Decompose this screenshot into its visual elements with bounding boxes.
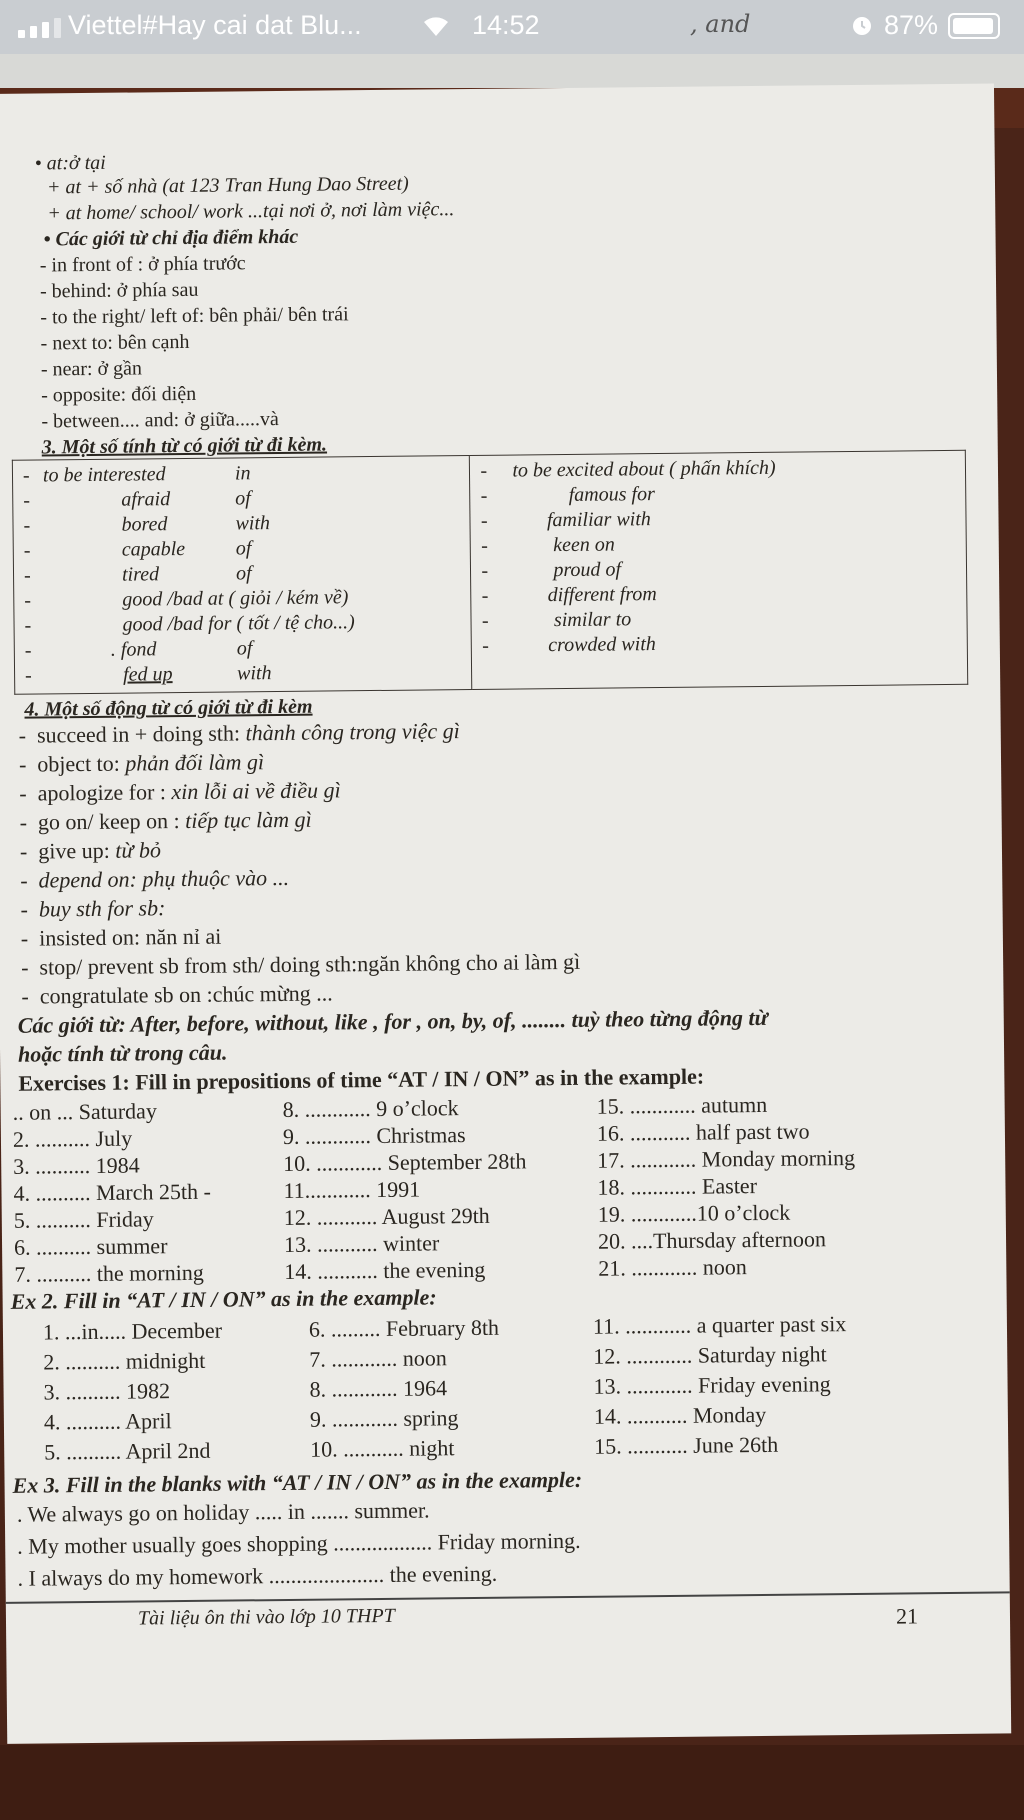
exercise-item: 20. ....Thursday afternoon [597,1226,827,1254]
list-item: - give up: từ bỏ [19,837,162,864]
handwriting-mark: , and [690,10,751,38]
list-item: - near: ở gần [40,357,143,381]
list-item: - succeed in + doing sth: thành công trong việc gì [18,718,460,748]
exercise-item: 14. ........... the evening [284,1256,486,1284]
list-item: - next to: bên cạnh [40,330,190,355]
footer-text: Tài liệu ôn thi vào lớp 10 THPT [137,1604,395,1630]
exercise-item: 21. ............ noon [598,1254,747,1281]
exercise-item: 10. ............ September 28th [283,1148,527,1176]
adjective-column-right [470,450,968,689]
battery-percent: 87% [884,10,939,40]
section-4-heading: 4. Một số động từ có giới từ đi kèm [24,695,313,721]
exercise-item: 13. ........... winter [283,1230,440,1257]
table-row: - afraid of [23,487,251,512]
exercise-item: 1. ...in..... December [42,1317,223,1345]
status-bar [0,0,1024,54]
at-bullet: • at:ở tại [34,151,106,175]
exercise-item: 14. ........... Monday [593,1401,767,1429]
exercise-item: 7. ............ noon [309,1345,447,1372]
exercise-item: 5. .......... April 2nd [44,1437,211,1465]
exercise-item: 17. ............ Monday morning [597,1145,856,1173]
table-row: - different from [481,583,657,607]
exercise-item: 13. ............ Friday evening [593,1371,831,1399]
table-row: - familiar with [480,508,651,532]
table-row: - keen on [481,533,615,557]
exercise-item: 12. ........... August 29th [283,1202,490,1230]
adjective-table [12,450,968,695]
preposition-note: hoặc tính từ trong câu. [17,1039,228,1067]
exercise-item: 7. .......... the morning [14,1259,204,1287]
section-3-heading: 3. Một số tính từ có giới từ đi kèm. [41,433,328,459]
exercise-2-title: Ex 2. Fill in “AT / IN / ON” as in the example: [10,1284,437,1314]
list-item: - congratulate sb on :chúc mừng ... [21,980,333,1009]
at-line: + at + số nhà (at 123 Tran Hung Dao Street) [46,172,409,199]
exercise-item: .. on ... Saturday [12,1098,157,1125]
exercise-item: 12. ............ Saturday night [593,1341,827,1369]
table-row: - tired of [23,562,252,587]
page-number: 21 [895,1603,919,1629]
table-row: - proud of [481,558,622,582]
table-row: - good /bad at ( giỏi / kém về) [24,586,349,612]
exercise-item: 11. ............ a quarter past six [592,1311,847,1339]
exercise-sentence: . My mother usually goes shopping .................. Friday morning. [17,1527,581,1559]
exercise-item: 3. .......... 1984 [13,1152,140,1179]
exercise-item: 6. .......... summer [13,1233,168,1260]
exercise-item: 5. .......... Friday [13,1206,154,1233]
table-row: - similar to [481,608,632,632]
list-item: - to the right/ left of: bên phải/ bên trái [40,303,349,329]
battery-icon [948,13,1000,39]
exercise-item: 19. ............10 o’clock [597,1199,791,1227]
adjective-column-left [12,455,472,694]
signal-icon [18,18,61,38]
list-item: - stop/ prevent sb from sth/ doing sth:ngăn không cho ai làm gì [21,948,581,980]
exercise-item: 8. ............ 9 o’clock [282,1095,459,1122]
exercise-item: 3. .......... 1982 [43,1378,171,1405]
exercise-item: 10. ........... night [310,1435,455,1462]
exercise-item: 15. ........... June 26th [594,1431,779,1459]
status-time: 14:52 [472,10,540,40]
table-row: - fed up with [24,662,272,687]
list-item: - go on/ keep on : tiếp tục làm gì [19,806,312,835]
exercise-item: 9. ............ Christmas [282,1122,466,1149]
table-row: - to be excited about ( phấn khích) [480,456,776,482]
worksheet-page [0,83,1011,1743]
table-row: - famous for [480,483,655,507]
table-row: - . fond of [24,637,253,662]
exercise-item: 9. ............ spring [309,1405,459,1432]
exercise-item: 6. ......... February 8th [308,1314,500,1342]
exercise-item: 15. ............ autumn [596,1091,768,1119]
carrier-name: Viettel#Hay cai dat Blu... [68,10,362,40]
table-row: - good /bad for ( tốt / tệ cho...) [24,611,355,637]
exercise-item: 4. .......... March 25th - [13,1178,211,1206]
list-item: - behind: ở phía sau [39,278,199,303]
exercise-item: 4. .......... April [43,1408,172,1435]
exercise-3-title: Ex 3. Fill in the blanks with “AT / IN / ON” as in the example: [12,1466,583,1498]
list-item: - apologize for : xin lỗi ai về điều gì [19,777,341,806]
exercise-item: 2. .......... July [12,1125,133,1152]
exercise-item: 2. .......... midnight [43,1347,206,1375]
footer-divider [6,1591,1010,1603]
list-item: - insisted on: năn nỉ ai [20,923,222,951]
table-row: - to be interested in [22,462,251,487]
wifi-icon [421,12,451,38]
list-item: - buy sth for sb: [20,895,166,922]
list-item: - between.... and: ở giữa.....và [41,407,279,433]
list-item: - in front of : ở phía trước [39,252,246,277]
exercise-sentence: . I always do my homework ..................... the evening. [17,1560,498,1591]
other-prepositions-heading: • Các giới từ chỉ địa điểm khác [43,225,299,251]
table-row: - capable of [23,537,252,562]
exercise-1-title: Exercises 1: Fill in prepositions of time “AT / IN / ON” as in the example: [18,1063,705,1096]
exercise-item: 16. ........... half past two [596,1118,810,1146]
list-item: - opposite: đối diện [41,382,197,407]
exercise-item: 8. ............ 1964 [309,1375,448,1402]
exercise-item: 11............ 1991 [283,1176,421,1203]
table-row: - crowded with [482,633,656,657]
at-line: + at home/ school/ work ...tại nơi ở, nơi làm việc... [47,198,455,225]
alarm-icon [850,14,874,38]
exercise-item: 18. ............ Easter [597,1173,758,1200]
wooden-surface [0,1745,1024,1820]
list-item: - depend on: phụ thuộc vào ... [20,864,290,893]
list-item: - object to: phản đối làm gì [18,749,265,777]
exercise-sentence: . We always go on holiday ..... in ....... summer. [16,1497,430,1527]
preposition-note: Các giới từ: After, before, without, like , for , on, by, of, ........ tuỳ theo từng động từ [17,1004,768,1038]
table-row: - bored with [23,512,271,537]
